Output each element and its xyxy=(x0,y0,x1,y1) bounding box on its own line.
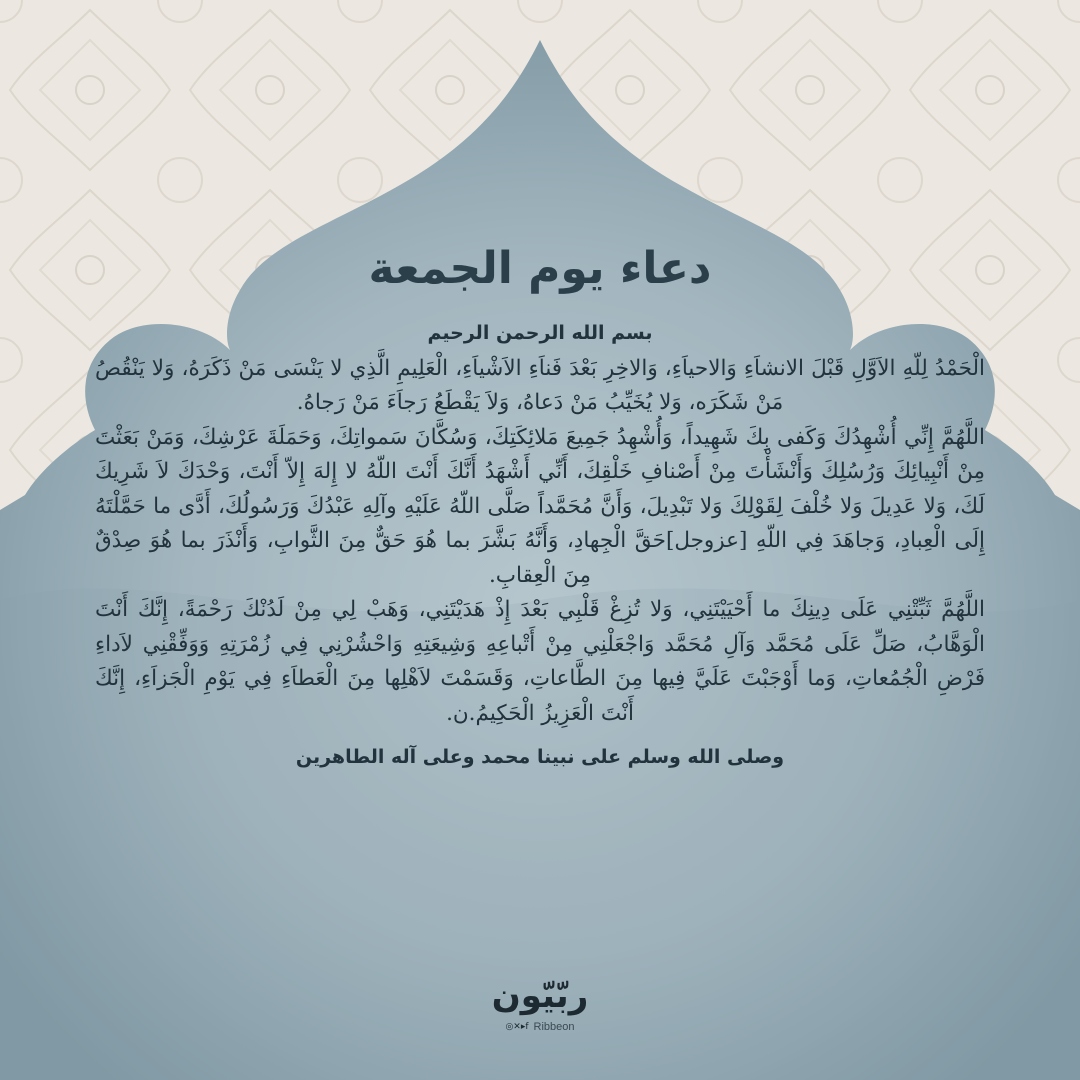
prayer-paragraph-2: اللَّهُمَّ إِنِّي أُشْهِدُكَ وَكَفى بِكَ شَهِيداً، وَأُشْهِدُ جَمِيعَ مَلائِكَتِكَ، وَسُكَّانَ سَمواتِكَ، وَحَمَلَةَ عَرْشِكَ، وَمَنْ بَعَثْتَ مِنْ أَنْبِيائِكَ وَرُسُلِكَ وَأَنْشَأْتَ مِنْ أَصْنافِ خَلْقِكَ، أَنِّي أَشْهَدُ أَنَّكَ أَنْتَ اللّهُ لا إِلهَ إِلاّ أَنْتَ، وَحْدَكَ لاَ شَرِيكَ لَكَ، وَلا عَدِيلَ وَلا خُلْفَ لِقَوْلِكَ وَلا تَبْدِيلَ، وَأَنَّ مُحَمَّداً صَلَّى اللّهُ عَلَيْهِ وآلِهِ عَبْدُكَ وَرَسُولُكَ، أَدَّى ما حَمَّلْتَهُ إِلَى الْعِبادِ، وَجاهَدَ فِي اللّهِ [عزوجل]حَقَّ الْجِهادِ، وَأَنَّهُ بَشَّرَ بما هُوَ حَقٌّ مِنَ الثَّوابِ، وَأَنْذَرَ بما هُوَ صِدْقٌ مِنَ الْعِقابِ. xyxy=(95,424,985,588)
page-title: دعاء يوم الجمعة xyxy=(368,243,712,294)
brand-logo xyxy=(470,975,610,1055)
closing-line: وصلى الله وسلم على نبينا محمد وعلى آله الطاهرين xyxy=(295,746,785,769)
social-icons: ◎✕▸f xyxy=(505,1022,529,1032)
prayer-paragraph-3: اللَّهُمَّ ثَبِّتْنِي عَلَى دِينِكَ ما أَحْيَيْتَنِي، وَلا تُزِغْ قَلْبِي بَعْدَ إِذْ هَدَيْتَنِي، وَهَبْ لِي مِنْ لَدُنْكَ رَحْمَةً، إِنَّكَ أَنْتَ الْوَهَّابُ، صَلِّ عَلَى مُحَمَّد وَآلِ مُحَمَّد وَاجْعَلْنِي مِنْ أَتْباعِهِ وَشِيعَتِهِ وَاحْشُرْنِي فِي زُمْرَتِهِ وَوَفِّقْنِي لاَداءِ فَرْضِ الْجُمُعاتِ، وَما أَوْجَبْتَ عَلَيَّ فِيها مِنَ الطَّاعاتِ، وَقَسَمْتَ لاَهْلِها مِنَ الْعَطاَءِ فِي يَوْمِ الْجَزاَءِ، إِنَّكَ أَنْتَ الْعَزِيزُ الْحَكِيمُ.ن. xyxy=(95,597,985,726)
bismillah-line: بسم الله الرحمن الرحيم xyxy=(427,322,653,345)
prayer-paragraph-1: الْحَمْدُ لِلّهِ الاَوَّلِ قَبْلَ الانشاَءِ وَالاحياَءِ، وَالاخِرِ بَعْدَ فَناَءِ الاَشْياَءِ، الْعَلِيمِ الَّذِي لا يَنْسَى مَنْ ذَكَرَهُ، وَلا يَنْقُصُ مَنْ شَكَرَه، وَلا يُخَيِّبُ مَنْ دَعاهُ، وَلاَ يَقْطَعُ رَجاَءَ مَنْ رَجاهُ. xyxy=(95,355,985,416)
logo-social-row xyxy=(470,1021,610,1033)
logo-handle: Ribbeon xyxy=(533,1021,575,1033)
logo-wordmark: ربّيّون xyxy=(491,976,589,1016)
prayer-card xyxy=(95,240,985,772)
